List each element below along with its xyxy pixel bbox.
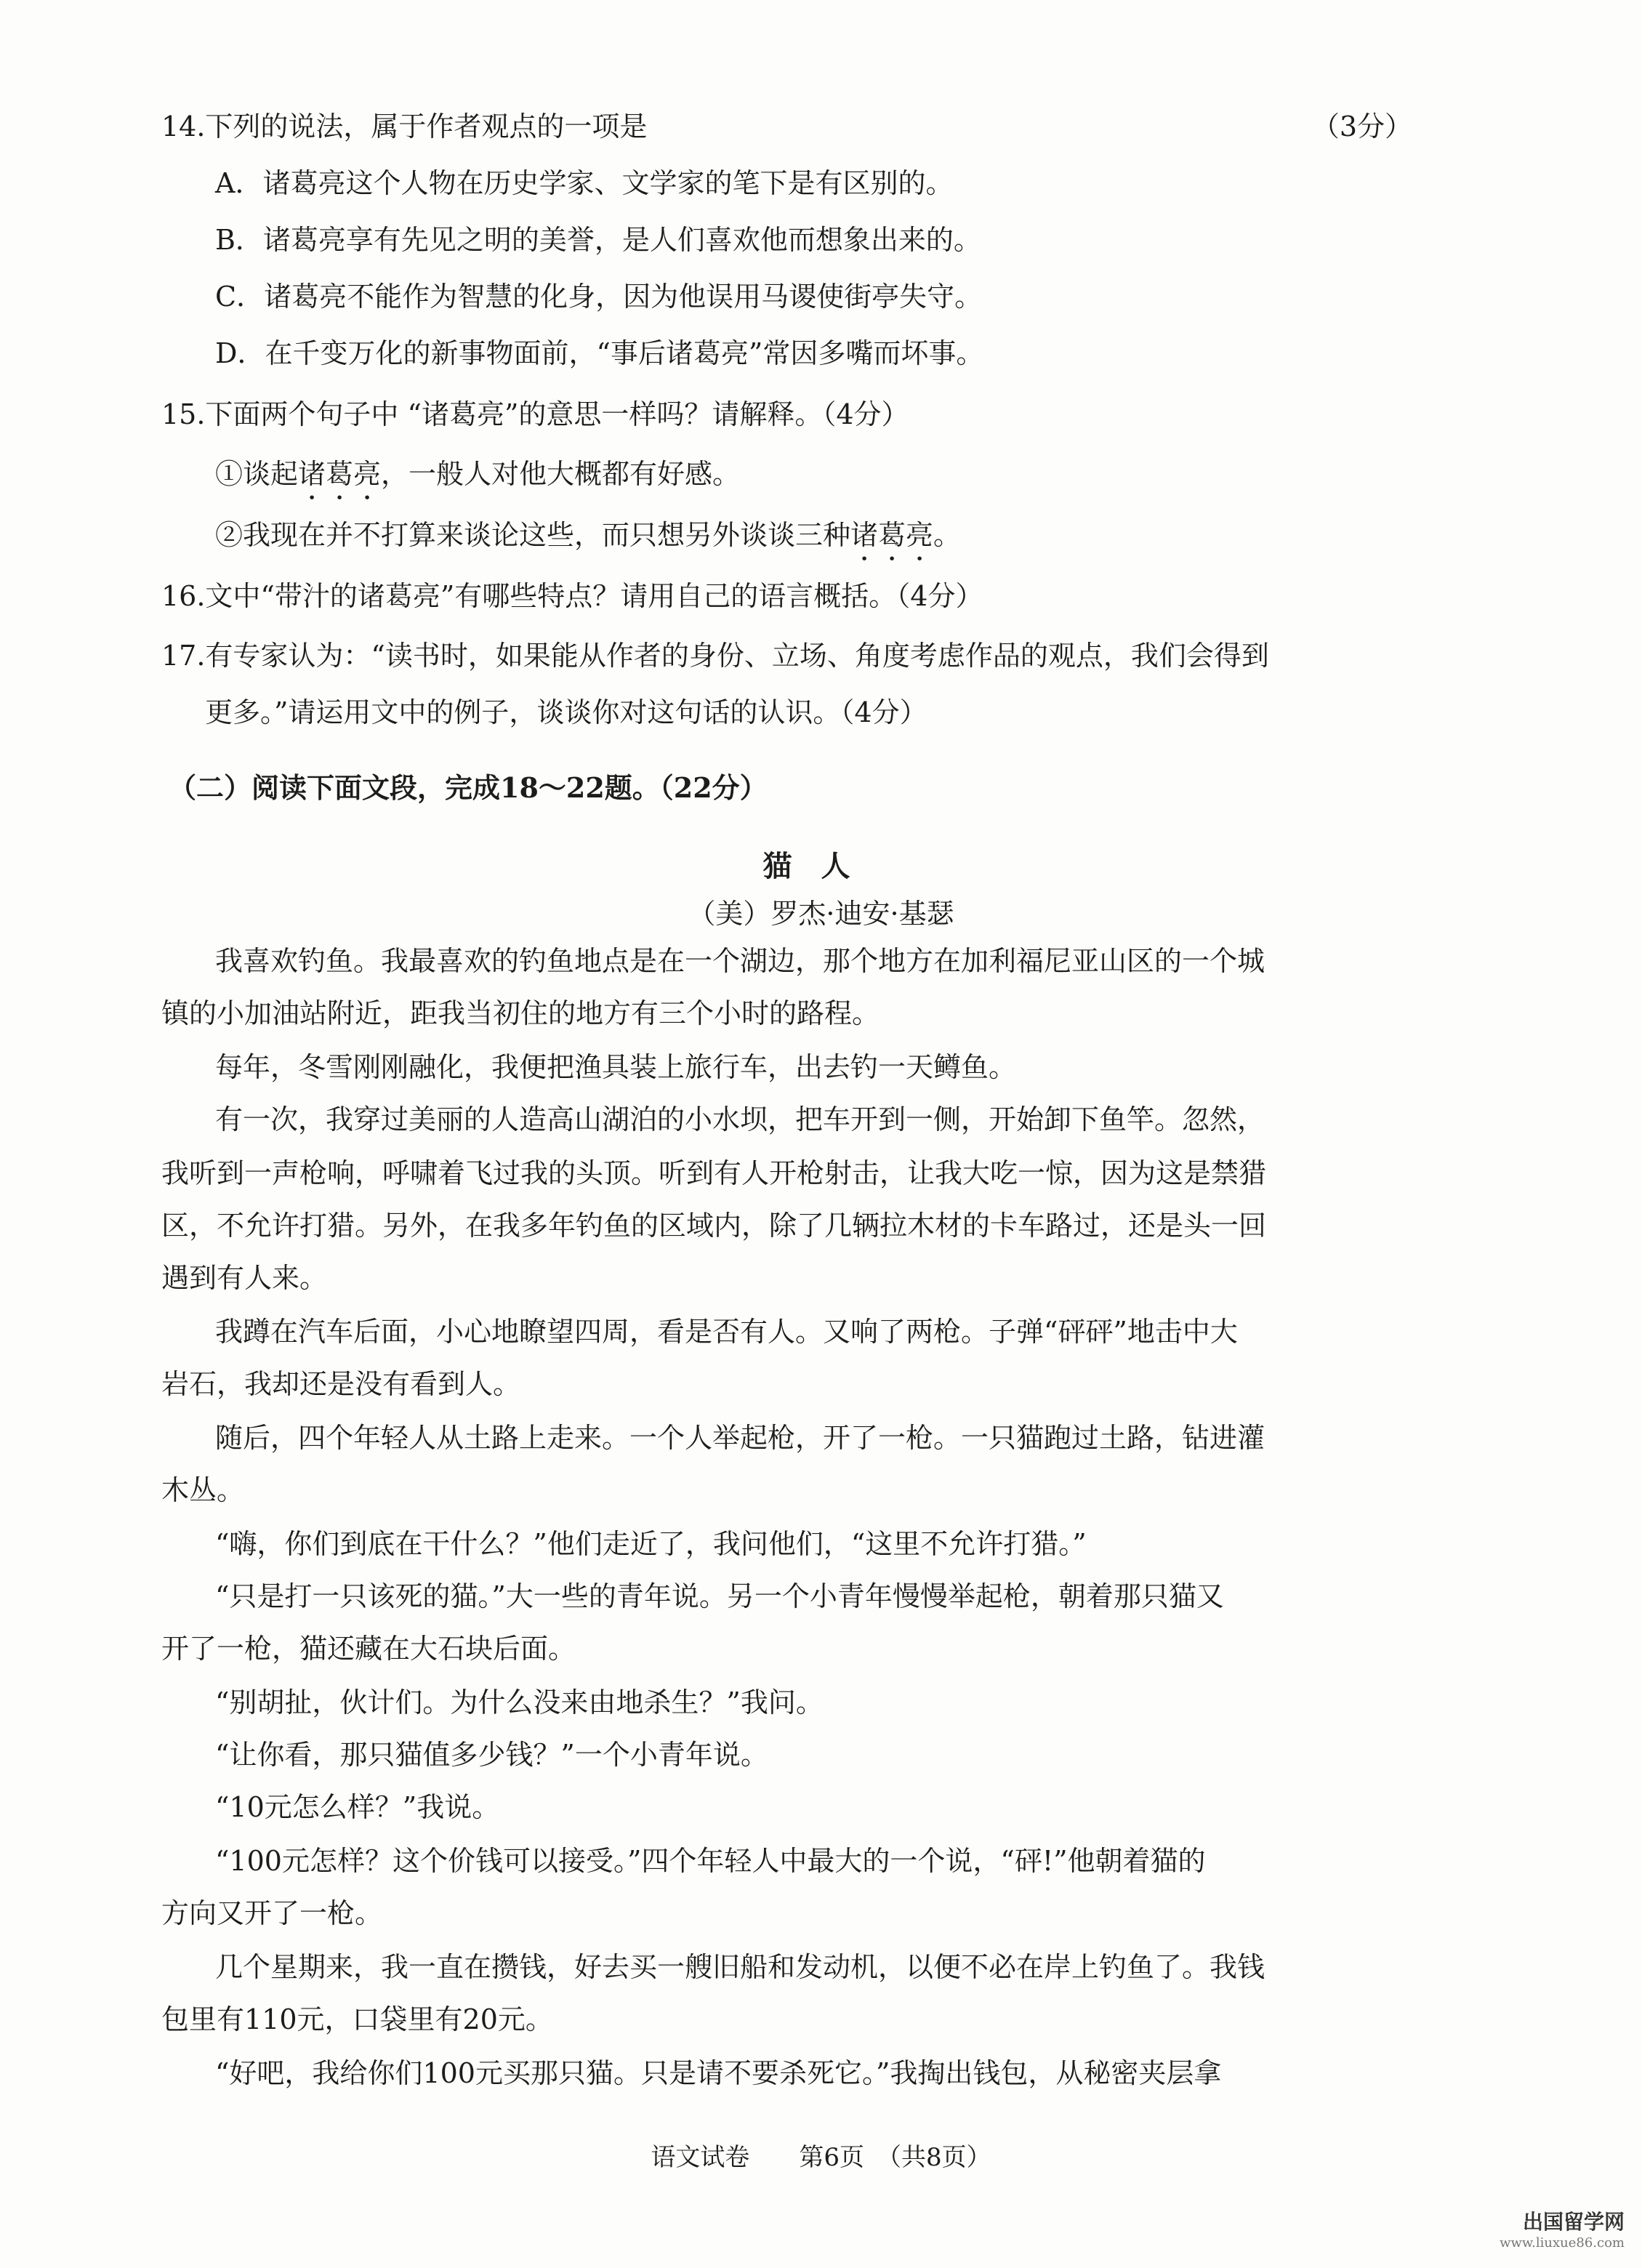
q15-sentence-1 <box>215 457 740 506</box>
story-line: 镇的小加油站附近，距我当初住的地方有三个小时的路程。 <box>161 997 880 1029</box>
q14-option-d: D．在千变万化的新事物面前，“事后诸葛亮”常因多嘴而坏事。 <box>215 337 984 369</box>
story-line: “只是打一只该死的猫。”大一些的青年说。另一个小青年慢慢举起枪，朝着那只猫又 <box>215 1580 1224 1612</box>
q17-line-2: 更多。”请运用文中的例子，谈谈你对这句话的认识。（4分） <box>205 696 927 728</box>
story-line: 几个星期来，我一直在攒钱，好去买一艘旧船和发动机，以便不必在岸上钓鱼了。我钱 <box>215 1951 1265 1983</box>
story-line: “10元怎么样？”我说。 <box>215 1791 500 1823</box>
story-line: 方向又开了一枪。 <box>161 1897 383 1929</box>
q15-s1-post: ，一般人对他大概都有好感。 <box>381 458 741 490</box>
q14-score: （3分） <box>1311 110 1412 142</box>
watermark-name: 出国留学网 <box>1522 2210 1625 2234</box>
story-line: “好吧，我给你们100元买那只猫。只是请不要杀死它。”我掏出钱包，从秘密夹层拿 <box>215 2057 1222 2089</box>
story-title: 猫人 <box>762 849 880 883</box>
story-line: 区，不允许打猎。另外，在我多年钓鱼的区域内，除了几辆拉木材的卡车路过，还是头一回 <box>161 1210 1267 1242</box>
story-line: 有一次，我穿过美丽的人造高山湖泊的小水坝，把车开到一侧，开始卸下鱼竿。忽然， <box>215 1103 1265 1135</box>
story-line: “别胡扯，伙计们。为什么没来由地杀生？”我问。 <box>215 1686 824 1718</box>
story-line: 我喜欢钓鱼。我最喜欢的钓鱼地点是在一个湖边，那个地方在加利福尼亚山区的一个城 <box>215 945 1265 977</box>
q15-s1-pre: ①谈起 <box>215 458 299 490</box>
story-line: 遇到有人来。 <box>161 1262 328 1294</box>
q16-stem: 16.文中“带汁的诸葛亮”有哪些特点？请用自己的语言概括。（4分） <box>161 580 983 612</box>
q17-line-1: 17.有专家认为：“读书时，如果能从作者的身份、立场、角度考虑作品的观点，我们会得到 <box>161 640 1269 672</box>
q15-s2-pre: ②我现在并不打算来谈论这些，而只想另外谈谈三种 <box>215 519 851 551</box>
q14-option-c: C．诸葛亮不能作为智慧的化身，因为他误用马谡使街亭失守。 <box>215 281 983 313</box>
story-line: 开了一枪，猫还藏在大石块后面。 <box>161 1633 576 1665</box>
watermark <box>1500 2206 1625 2251</box>
q15-s2-emphasis: 诸葛亮 <box>850 519 934 551</box>
story-line: “嗨，你们到底在干什么？”他们走近了，我问他们，“这里不允许打猎。” <box>215 1528 1087 1560</box>
story-line: 岩石，我却还是没有看到人。 <box>161 1368 521 1400</box>
q15-s1-emphasis: 诸葛亮 <box>298 458 382 490</box>
q14-option-b: B．诸葛亮享有先见之明的美誉，是人们喜欢他而想象出来的。 <box>215 224 981 256</box>
q15-stem: 15.下面两个句子中 “诸葛亮”的意思一样吗？请解释。（4分） <box>161 398 909 430</box>
q14-option-a: A．诸葛亮这个人物在历史学家、文学家的笔下是有区别的。 <box>215 167 954 199</box>
story-line: “让你看，那只猫值多少钱？”一个小青年说。 <box>215 1739 768 1771</box>
story-line: “100元怎样？这个价钱可以接受。”四个年轻人中最大的一个说，“砰!”他朝着猫的 <box>215 1845 1206 1877</box>
watermark-url: www.liuxue86.com <box>1500 2235 1625 2251</box>
story-author: （美）罗杰·迪安·基瑟 <box>688 898 954 930</box>
story-line: 木丛。 <box>161 1474 245 1506</box>
story-line: 随后，四个年轻人从土路上走来。一个人举起枪，开了一枪。一只猫跑过土路，钻进灌 <box>215 1422 1265 1454</box>
story-line: 我蹲在汽车后面，小心地瞭望四周，看是否有人。又响了两枪。子弹“砰砰”地击中大 <box>215 1316 1238 1348</box>
q15-s2-post: 。 <box>933 519 962 551</box>
story-line: 我听到一声枪响，呼啸着飞过我的头顶。听到有人开枪射击，让我大吃一惊，因为这是禁猎 <box>161 1157 1267 1189</box>
page-footer: 语文试卷 第6页 （共8页） <box>651 2143 991 2172</box>
q14-stem: 14.下列的说法，属于作者观点的一项是 <box>161 110 648 142</box>
story-line: 每年，冬雪刚刚融化，我便把渔具装上旅行车，出去钓一天鳟鱼。 <box>215 1051 1017 1083</box>
q15-sentence-2 <box>215 518 961 567</box>
section2-heading: （二）阅读下面文段，完成18～22题。（22分） <box>169 771 768 804</box>
story-line: 包里有110元，口袋里有20元。 <box>161 2003 553 2035</box>
